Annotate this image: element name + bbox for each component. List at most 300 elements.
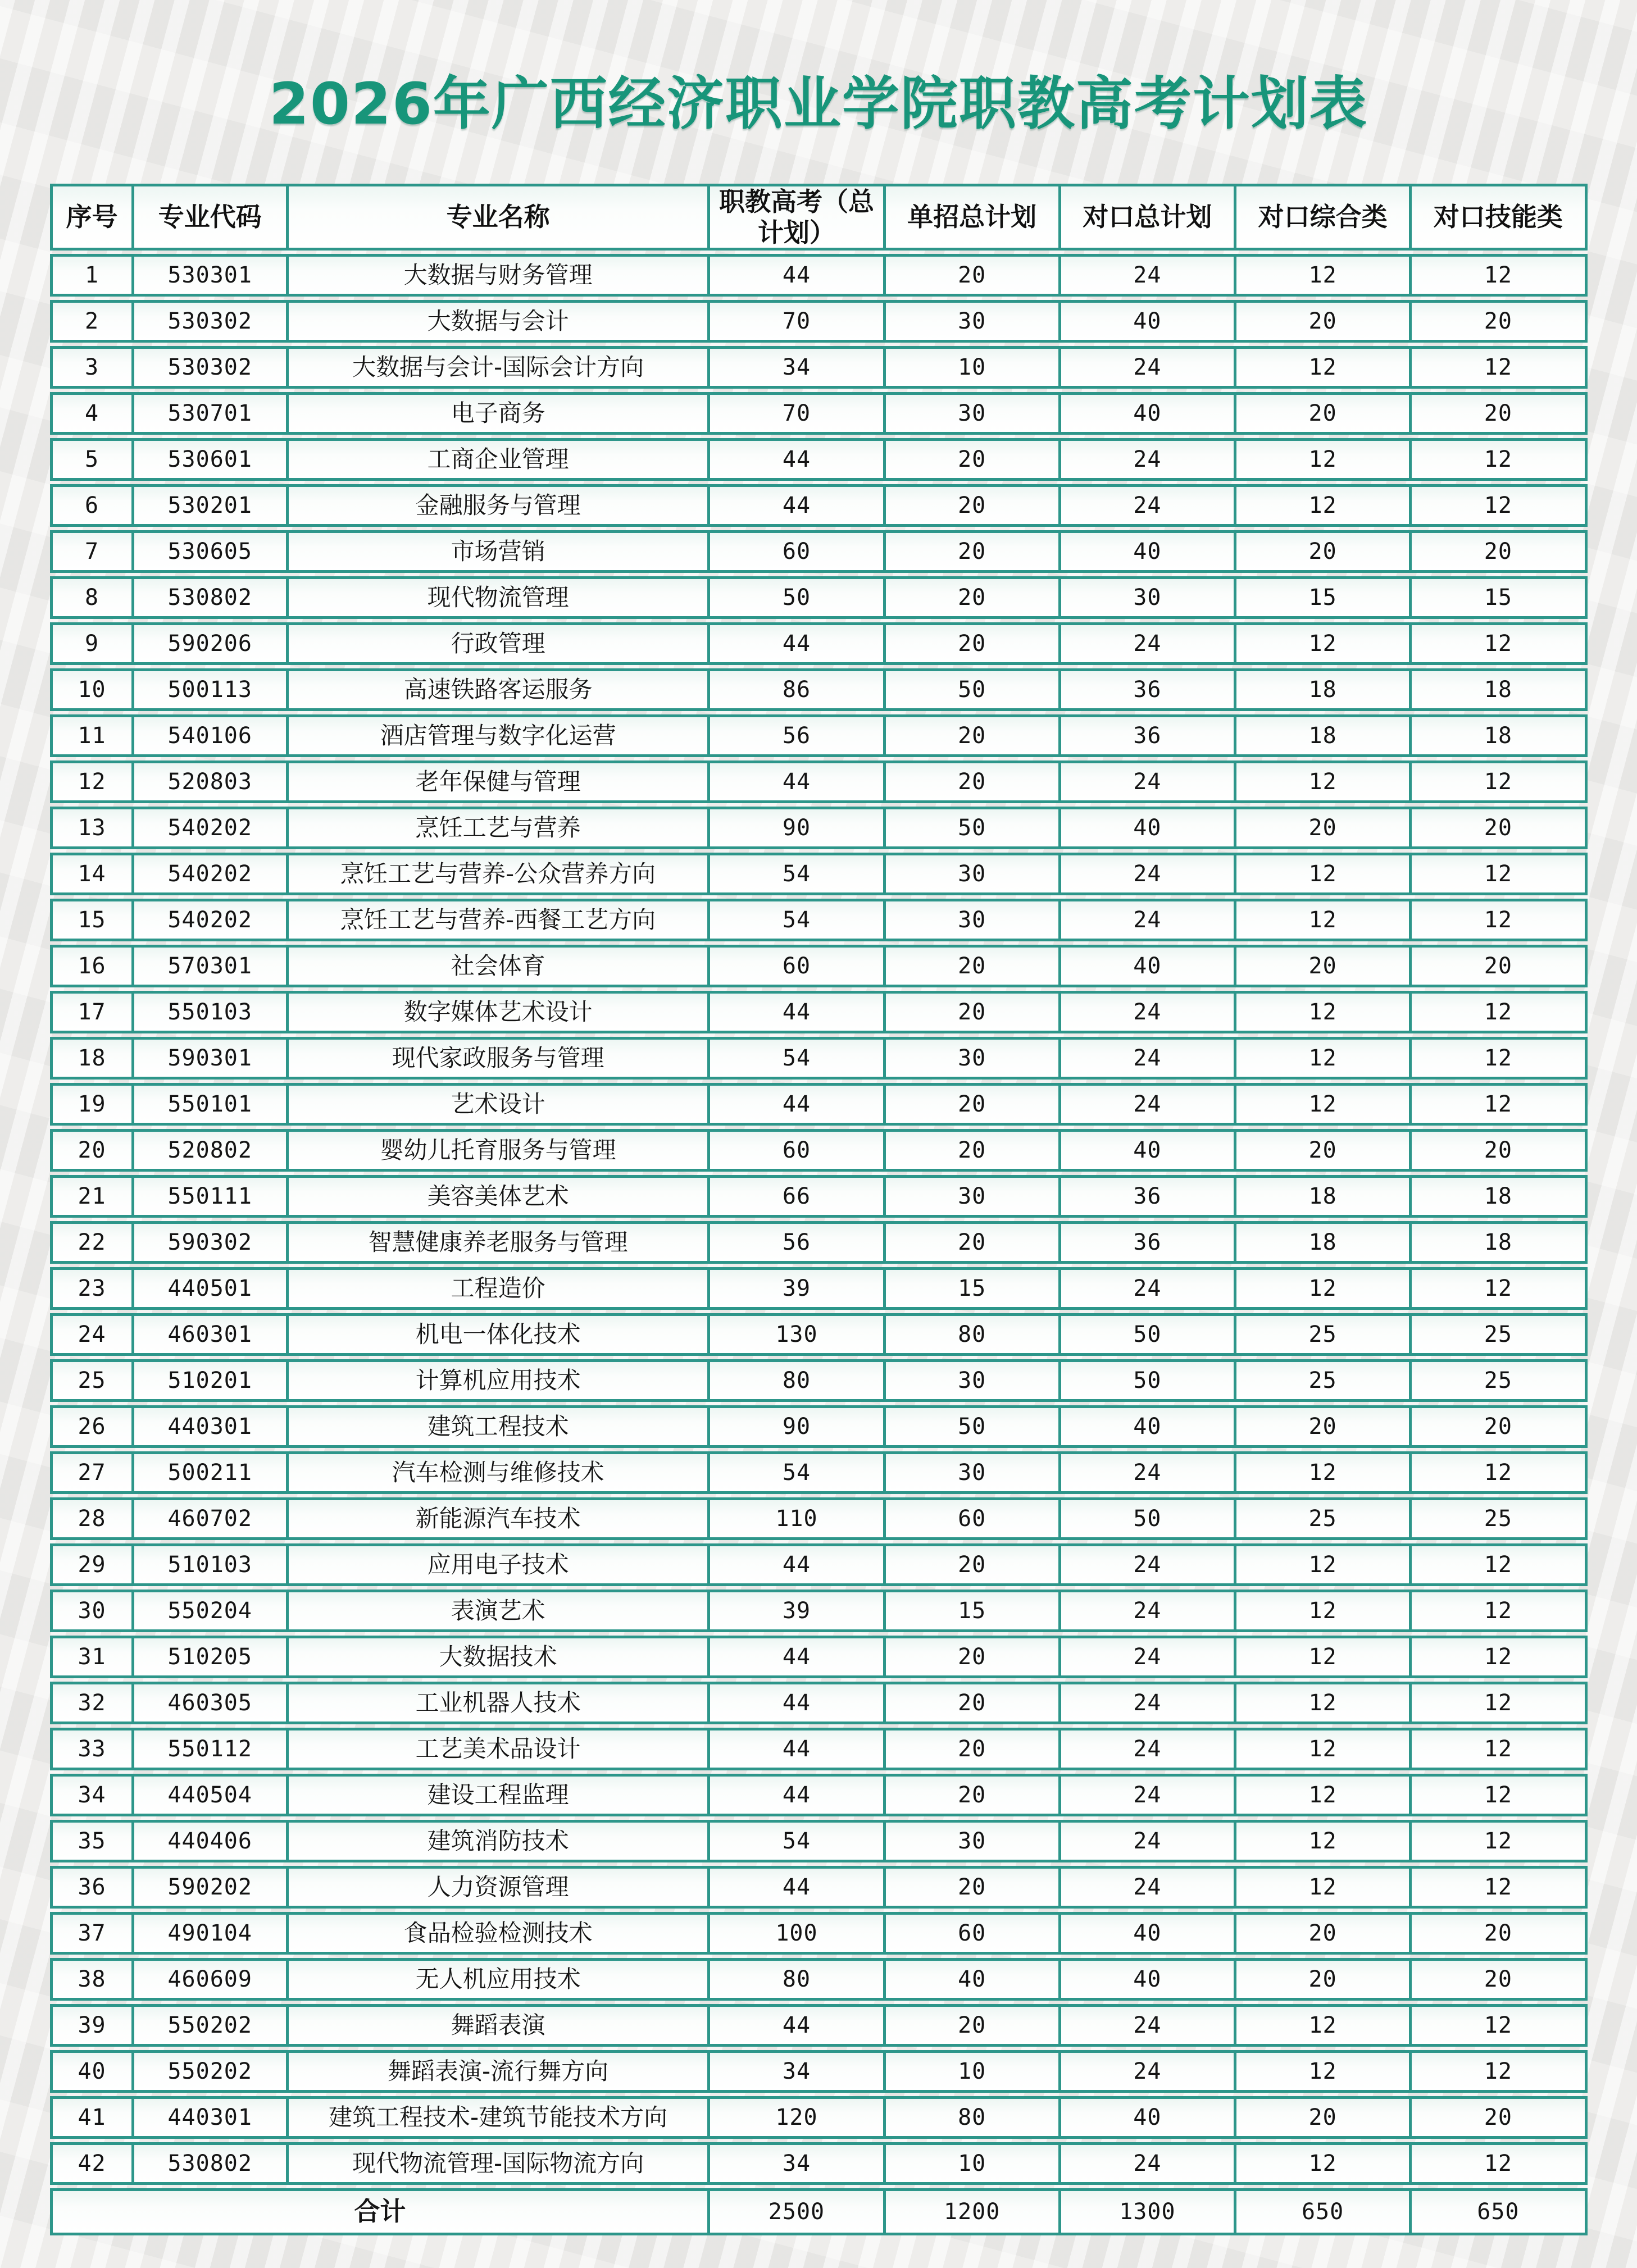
cell-counterpart-skill: 18 — [1412, 668, 1587, 711]
table-row — [50, 1313, 1588, 1356]
cell-counterpart-total: 40 — [1061, 1958, 1236, 2001]
cell-major-code: 550202 — [134, 2004, 289, 2047]
header-single-recruit-total: 单招总计划 — [886, 184, 1061, 251]
cell-counterpart-comprehensive: 18 — [1236, 714, 1412, 757]
cell-major-code: 510103 — [134, 1543, 289, 1586]
table-row — [50, 1037, 1588, 1080]
cell-counterpart-skill: 12 — [1412, 1682, 1587, 1724]
cell-plan-total: 80 — [710, 1359, 885, 1402]
cell-counterpart-skill: 20 — [1412, 392, 1587, 435]
cell-seq: 34 — [50, 1774, 134, 1816]
table-row — [50, 1359, 1588, 1402]
cell-counterpart-total: 30 — [1061, 576, 1236, 619]
cell-counterpart-comprehensive: 12 — [1236, 899, 1412, 941]
cell-seq: 13 — [50, 807, 134, 849]
cell-seq: 19 — [50, 1083, 134, 1126]
cell-counterpart-comprehensive: 12 — [1236, 991, 1412, 1033]
cell-seq: 9 — [50, 622, 134, 665]
cell-plan-total: 39 — [710, 1267, 885, 1310]
cell-major-code: 540202 — [134, 899, 289, 941]
cell-counterpart-total: 36 — [1061, 668, 1236, 711]
cell-counterpart-comprehensive: 25 — [1236, 1359, 1412, 1402]
table-row — [50, 1728, 1588, 1770]
cell-counterpart-skill: 12 — [1412, 1728, 1587, 1770]
cell-seq: 6 — [50, 484, 134, 527]
cell-counterpart-comprehensive: 12 — [1236, 1774, 1412, 1816]
cell-seq: 1 — [50, 254, 134, 297]
cell-plan-total: 34 — [710, 2050, 885, 2093]
table-row — [50, 392, 1588, 435]
cell-major-name: 应用电子技术 — [289, 1543, 711, 1586]
cell-single-total: 50 — [886, 668, 1061, 711]
cell-major-name: 舞蹈表演-流行舞方向 — [289, 2050, 711, 2093]
cell-counterpart-skill: 25 — [1412, 1313, 1587, 1356]
cell-counterpart-total: 24 — [1061, 2004, 1236, 2047]
header-major-code: 专业代码 — [134, 184, 289, 251]
cell-counterpart-total: 40 — [1061, 945, 1236, 987]
cell-seq: 38 — [50, 1958, 134, 2001]
cell-counterpart-skill: 12 — [1412, 1774, 1587, 1816]
cell-single-total: 20 — [886, 1774, 1061, 1816]
cell-major-name: 老年保健与管理 — [289, 760, 711, 803]
cell-single-total: 60 — [886, 1912, 1061, 1955]
table-row — [50, 622, 1588, 665]
cell-single-total: 50 — [886, 807, 1061, 849]
cell-plan-total: 44 — [710, 2004, 885, 2047]
cell-counterpart-total: 24 — [1061, 899, 1236, 941]
cell-major-name: 电子商务 — [289, 392, 711, 435]
cell-major-code: 440301 — [134, 2096, 289, 2139]
cell-counterpart-comprehensive: 12 — [1236, 346, 1412, 389]
cell-seq: 33 — [50, 1728, 134, 1770]
total-label: 合计 — [50, 2188, 711, 2235]
cell-single-total: 10 — [886, 2142, 1061, 2185]
cell-plan-total: 130 — [710, 1313, 885, 1356]
cell-counterpart-total: 36 — [1061, 1221, 1236, 1264]
cell-counterpart-skill: 18 — [1412, 1221, 1587, 1264]
cell-major-code: 520803 — [134, 760, 289, 803]
cell-single-total: 30 — [886, 1359, 1061, 1402]
cell-major-code: 550111 — [134, 1175, 289, 1218]
cell-major-name: 工业机器人技术 — [289, 1682, 711, 1724]
table-row — [50, 1221, 1588, 1264]
cell-counterpart-comprehensive: 20 — [1236, 945, 1412, 987]
cell-counterpart-skill: 20 — [1412, 1405, 1587, 1448]
cell-seq: 24 — [50, 1313, 134, 1356]
cell-counterpart-skill: 12 — [1412, 2004, 1587, 2047]
cell-counterpart-comprehensive: 12 — [1236, 484, 1412, 527]
cell-seq: 22 — [50, 1221, 134, 1264]
cell-counterpart-total: 50 — [1061, 1359, 1236, 1402]
table-row — [50, 899, 1588, 941]
cell-single-total: 15 — [886, 1590, 1061, 1632]
cell-major-name: 大数据与财务管理 — [289, 254, 711, 297]
cell-counterpart-comprehensive: 12 — [1236, 1267, 1412, 1310]
cell-plan-total: 44 — [710, 760, 885, 803]
cell-counterpart-skill: 12 — [1412, 1820, 1587, 1862]
cell-plan-total: 70 — [710, 300, 885, 343]
cell-seq: 2 — [50, 300, 134, 343]
cell-counterpart-skill: 12 — [1412, 1590, 1587, 1632]
table-row — [50, 2004, 1588, 2047]
cell-major-code: 460305 — [134, 1682, 289, 1724]
cell-counterpart-comprehensive: 20 — [1236, 530, 1412, 573]
cell-counterpart-total: 24 — [1061, 1682, 1236, 1724]
table-row — [50, 760, 1588, 803]
cell-counterpart-total: 36 — [1061, 714, 1236, 757]
cell-counterpart-skill: 12 — [1412, 991, 1587, 1033]
cell-counterpart-skill: 12 — [1412, 254, 1587, 297]
cell-counterpart-skill: 20 — [1412, 300, 1587, 343]
cell-counterpart-skill: 12 — [1412, 2050, 1587, 2093]
cell-major-name: 机电一体化技术 — [289, 1313, 711, 1356]
cell-plan-total: 86 — [710, 668, 885, 711]
table-row — [50, 668, 1588, 711]
cell-major-name: 市场营销 — [289, 530, 711, 573]
cell-plan-total: 44 — [710, 1728, 885, 1770]
cell-major-name: 大数据与会计-国际会计方向 — [289, 346, 711, 389]
cell-plan-total: 50 — [710, 576, 885, 619]
table-row — [50, 945, 1588, 987]
cell-major-name: 工艺美术品设计 — [289, 1728, 711, 1770]
cell-plan-total: 60 — [710, 1129, 885, 1172]
cell-counterpart-comprehensive: 25 — [1236, 1497, 1412, 1540]
table-row — [50, 991, 1588, 1033]
cell-counterpart-total: 24 — [1061, 1590, 1236, 1632]
cell-counterpart-total: 24 — [1061, 2142, 1236, 2185]
cell-seq: 7 — [50, 530, 134, 573]
cell-major-code: 520802 — [134, 1129, 289, 1172]
cell-major-code: 530301 — [134, 254, 289, 297]
cell-counterpart-total: 50 — [1061, 1313, 1236, 1356]
header-seq: 序号 — [50, 184, 134, 251]
cell-plan-total: 34 — [710, 346, 885, 389]
table-row — [50, 1175, 1588, 1218]
cell-counterpart-total: 40 — [1061, 1912, 1236, 1955]
cell-major-code: 500113 — [134, 668, 289, 711]
cell-seq: 29 — [50, 1543, 134, 1586]
cell-counterpart-total: 40 — [1061, 300, 1236, 343]
cell-plan-total: 44 — [710, 1774, 885, 1816]
cell-major-code: 460301 — [134, 1313, 289, 1356]
cell-counterpart-comprehensive: 12 — [1236, 1820, 1412, 1862]
cell-seq: 16 — [50, 945, 134, 987]
cell-counterpart-skill: 20 — [1412, 1129, 1587, 1172]
cell-major-code: 550103 — [134, 991, 289, 1033]
cell-plan-total: 39 — [710, 1590, 885, 1632]
cell-counterpart-comprehensive: 20 — [1236, 392, 1412, 435]
table-row — [50, 530, 1588, 573]
cell-major-name: 烹饪工艺与营养-公众营养方向 — [289, 853, 711, 895]
cell-single-total: 10 — [886, 346, 1061, 389]
cell-single-total: 10 — [886, 2050, 1061, 2093]
cell-counterpart-total: 50 — [1061, 1497, 1236, 1540]
table-row — [50, 1405, 1588, 1448]
table-row — [50, 438, 1588, 481]
cell-counterpart-total: 24 — [1061, 1083, 1236, 1126]
table-row — [50, 346, 1588, 389]
cell-major-code: 590202 — [134, 1866, 289, 1909]
cell-counterpart-comprehensive: 12 — [1236, 254, 1412, 297]
cell-counterpart-comprehensive: 12 — [1236, 438, 1412, 481]
cell-counterpart-total: 24 — [1061, 1636, 1236, 1678]
total-counterpart-total: 1300 — [1061, 2188, 1236, 2235]
cell-counterpart-comprehensive: 12 — [1236, 1543, 1412, 1586]
cell-counterpart-total: 24 — [1061, 991, 1236, 1033]
cell-major-code: 530701 — [134, 392, 289, 435]
cell-counterpart-skill: 12 — [1412, 1636, 1587, 1678]
cell-counterpart-total: 24 — [1061, 346, 1236, 389]
cell-counterpart-skill: 18 — [1412, 1175, 1587, 1218]
cell-single-total: 20 — [886, 1866, 1061, 1909]
cell-counterpart-comprehensive: 20 — [1236, 1912, 1412, 1955]
table-row — [50, 1682, 1588, 1724]
cell-counterpart-skill: 20 — [1412, 530, 1587, 573]
cell-major-name: 食品检验检测技术 — [289, 1912, 711, 1955]
cell-plan-total: 44 — [710, 438, 885, 481]
cell-major-code: 550112 — [134, 1728, 289, 1770]
cell-major-name: 工商企业管理 — [289, 438, 711, 481]
cell-plan-total: 44 — [710, 1636, 885, 1678]
cell-seq: 3 — [50, 346, 134, 389]
cell-counterpart-skill: 18 — [1412, 714, 1587, 757]
table-row — [50, 1543, 1588, 1586]
cell-major-name: 汽车检测与维修技术 — [289, 1451, 711, 1494]
cell-counterpart-comprehensive: 20 — [1236, 2096, 1412, 2139]
cell-major-code: 530302 — [134, 346, 289, 389]
cell-plan-total: 66 — [710, 1175, 885, 1218]
cell-single-total: 30 — [886, 300, 1061, 343]
cell-major-code: 530605 — [134, 530, 289, 573]
cell-counterpart-total: 24 — [1061, 1451, 1236, 1494]
cell-plan-total: 54 — [710, 853, 885, 895]
table-row — [50, 1774, 1588, 1816]
cell-counterpart-total: 24 — [1061, 1728, 1236, 1770]
cell-single-total: 20 — [886, 1636, 1061, 1678]
table-row — [50, 1590, 1588, 1632]
cell-major-name: 社会体育 — [289, 945, 711, 987]
table-row — [50, 1497, 1588, 1540]
cell-single-total: 20 — [886, 1083, 1061, 1126]
cell-plan-total: 90 — [710, 1405, 885, 1448]
cell-plan-total: 54 — [710, 1037, 885, 1080]
table-row — [50, 2050, 1588, 2093]
admission-plan-table — [50, 180, 1588, 2239]
total-single-total: 1200 — [886, 2188, 1061, 2235]
cell-counterpart-skill: 20 — [1412, 1958, 1587, 2001]
cell-major-code: 550101 — [134, 1083, 289, 1126]
cell-major-name: 酒店管理与数字化运营 — [289, 714, 711, 757]
table-row — [50, 853, 1588, 895]
cell-seq: 32 — [50, 1682, 134, 1724]
cell-major-code: 440406 — [134, 1820, 289, 1862]
cell-single-total: 30 — [886, 1175, 1061, 1218]
cell-single-total: 20 — [886, 622, 1061, 665]
table-row — [50, 1866, 1588, 1909]
cell-major-name: 美容美体艺术 — [289, 1175, 711, 1218]
cell-single-total: 20 — [886, 1221, 1061, 1264]
cell-seq: 42 — [50, 2142, 134, 2185]
cell-major-name: 建筑消防技术 — [289, 1820, 711, 1862]
cell-seq: 20 — [50, 1129, 134, 1172]
cell-counterpart-comprehensive: 18 — [1236, 1175, 1412, 1218]
cell-plan-total: 44 — [710, 1682, 885, 1724]
cell-single-total: 20 — [886, 1129, 1061, 1172]
table-row — [50, 1083, 1588, 1126]
cell-single-total: 50 — [886, 1405, 1061, 1448]
cell-single-total: 30 — [886, 1451, 1061, 1494]
cell-single-total: 20 — [886, 760, 1061, 803]
cell-counterpart-comprehensive: 12 — [1236, 760, 1412, 803]
cell-seq: 5 — [50, 438, 134, 481]
cell-major-name: 人力资源管理 — [289, 1866, 711, 1909]
cell-major-name: 现代物流管理 — [289, 576, 711, 619]
cell-single-total: 80 — [886, 2096, 1061, 2139]
cell-counterpart-skill: 12 — [1412, 1037, 1587, 1080]
cell-single-total: 30 — [886, 1820, 1061, 1862]
cell-seq: 21 — [50, 1175, 134, 1218]
cell-counterpart-comprehensive: 12 — [1236, 1451, 1412, 1494]
cell-counterpart-total: 24 — [1061, 1820, 1236, 1862]
cell-plan-total: 44 — [710, 1543, 885, 1586]
cell-seq: 4 — [50, 392, 134, 435]
cell-single-total: 20 — [886, 2004, 1061, 2047]
cell-single-total: 30 — [886, 899, 1061, 941]
cell-major-name: 工程造价 — [289, 1267, 711, 1310]
table-row — [50, 484, 1588, 527]
cell-counterpart-skill: 12 — [1412, 760, 1587, 803]
table-row — [50, 807, 1588, 849]
cell-counterpart-comprehensive: 12 — [1236, 1037, 1412, 1080]
cell-counterpart-total: 40 — [1061, 2096, 1236, 2139]
cell-seq: 27 — [50, 1451, 134, 1494]
total-plan-total: 2500 — [710, 2188, 885, 2235]
cell-counterpart-total: 40 — [1061, 1129, 1236, 1172]
cell-counterpart-comprehensive: 12 — [1236, 2050, 1412, 2093]
cell-major-code: 590302 — [134, 1221, 289, 1264]
cell-counterpart-comprehensive: 20 — [1236, 1405, 1412, 1448]
cell-major-code: 540202 — [134, 853, 289, 895]
cell-major-name: 大数据与会计 — [289, 300, 711, 343]
page-title: 2026年广西经济职业学院职教高考计划表 — [269, 71, 1368, 138]
cell-counterpart-comprehensive: 12 — [1236, 1083, 1412, 1126]
cell-major-code: 530802 — [134, 2142, 289, 2185]
total-row — [50, 2188, 1588, 2235]
cell-counterpart-total: 40 — [1061, 1405, 1236, 1448]
table-row — [50, 2096, 1588, 2139]
cell-counterpart-skill: 12 — [1412, 899, 1587, 941]
cell-major-code: 540202 — [134, 807, 289, 849]
cell-counterpart-skill: 12 — [1412, 1083, 1587, 1126]
cell-major-code: 440501 — [134, 1267, 289, 1310]
cell-single-total: 20 — [886, 530, 1061, 573]
cell-counterpart-total: 40 — [1061, 392, 1236, 435]
cell-seq: 41 — [50, 2096, 134, 2139]
cell-single-total: 30 — [886, 1037, 1061, 1080]
cell-seq: 23 — [50, 1267, 134, 1310]
cell-major-name: 高速铁路客运服务 — [289, 668, 711, 711]
cell-seq: 10 — [50, 668, 134, 711]
cell-seq: 11 — [50, 714, 134, 757]
cell-counterpart-skill: 12 — [1412, 1451, 1587, 1494]
cell-counterpart-comprehensive: 20 — [1236, 1958, 1412, 2001]
cell-counterpart-skill: 12 — [1412, 1267, 1587, 1310]
cell-major-code: 510205 — [134, 1636, 289, 1678]
cell-plan-total: 120 — [710, 2096, 885, 2139]
cell-counterpart-skill: 12 — [1412, 1543, 1587, 1586]
cell-major-code: 440301 — [134, 1405, 289, 1448]
table-row — [50, 1912, 1588, 1955]
header-vocational-exam-total: 职教高考（总计划） — [710, 184, 885, 251]
cell-counterpart-skill: 25 — [1412, 1497, 1587, 1540]
cell-counterpart-total: 36 — [1061, 1175, 1236, 1218]
cell-single-total: 30 — [886, 392, 1061, 435]
cell-counterpart-comprehensive: 18 — [1236, 668, 1412, 711]
cell-major-name: 舞蹈表演 — [289, 2004, 711, 2047]
cell-counterpart-comprehensive: 20 — [1236, 300, 1412, 343]
cell-major-name: 现代物流管理-国际物流方向 — [289, 2142, 711, 2185]
cell-plan-total: 100 — [710, 1912, 885, 1955]
table-row — [50, 1451, 1588, 1494]
cell-major-code: 530802 — [134, 576, 289, 619]
cell-major-code: 590206 — [134, 622, 289, 665]
cell-counterpart-skill: 20 — [1412, 1912, 1587, 1955]
cell-plan-total: 54 — [710, 899, 885, 941]
table-row — [50, 1267, 1588, 1310]
table-row — [50, 300, 1588, 343]
cell-major-name: 无人机应用技术 — [289, 1958, 711, 2001]
cell-counterpart-total: 24 — [1061, 1543, 1236, 1586]
cell-counterpart-total: 40 — [1061, 807, 1236, 849]
cell-counterpart-total: 24 — [1061, 853, 1236, 895]
cell-seq: 25 — [50, 1359, 134, 1402]
cell-major-name: 建设工程监理 — [289, 1774, 711, 1816]
cell-major-name: 智慧健康养老服务与管理 — [289, 1221, 711, 1264]
cell-counterpart-comprehensive: 12 — [1236, 2004, 1412, 2047]
cell-plan-total: 80 — [710, 1958, 885, 2001]
cell-counterpart-skill: 25 — [1412, 1359, 1587, 1402]
cell-plan-total: 56 — [710, 714, 885, 757]
cell-seq: 17 — [50, 991, 134, 1033]
cell-plan-total: 44 — [710, 991, 885, 1033]
cell-major-name: 婴幼儿托育服务与管理 — [289, 1129, 711, 1172]
cell-counterpart-total: 24 — [1061, 484, 1236, 527]
cell-seq: 35 — [50, 1820, 134, 1862]
cell-seq: 30 — [50, 1590, 134, 1632]
cell-counterpart-total: 24 — [1061, 438, 1236, 481]
cell-seq: 8 — [50, 576, 134, 619]
cell-major-code: 530201 — [134, 484, 289, 527]
cell-counterpart-comprehensive: 12 — [1236, 1636, 1412, 1678]
cell-seq: 36 — [50, 1866, 134, 1909]
cell-major-name: 行政管理 — [289, 622, 711, 665]
header-counterpart-total: 对口总计划 — [1061, 184, 1236, 251]
cell-counterpart-comprehensive: 20 — [1236, 807, 1412, 849]
table-row — [50, 1129, 1588, 1172]
cell-seq: 39 — [50, 2004, 134, 2047]
cell-counterpart-comprehensive: 20 — [1236, 1129, 1412, 1172]
cell-plan-total: 56 — [710, 1221, 885, 1264]
cell-major-code: 530302 — [134, 300, 289, 343]
cell-counterpart-comprehensive: 25 — [1236, 1313, 1412, 1356]
cell-single-total: 15 — [886, 1267, 1061, 1310]
cell-plan-total: 44 — [710, 622, 885, 665]
total-counterpart-comprehensive: 650 — [1236, 2188, 1412, 2235]
cell-counterpart-total: 24 — [1061, 622, 1236, 665]
cell-single-total: 20 — [886, 1682, 1061, 1724]
cell-counterpart-comprehensive: 12 — [1236, 1866, 1412, 1909]
cell-major-code: 510201 — [134, 1359, 289, 1402]
